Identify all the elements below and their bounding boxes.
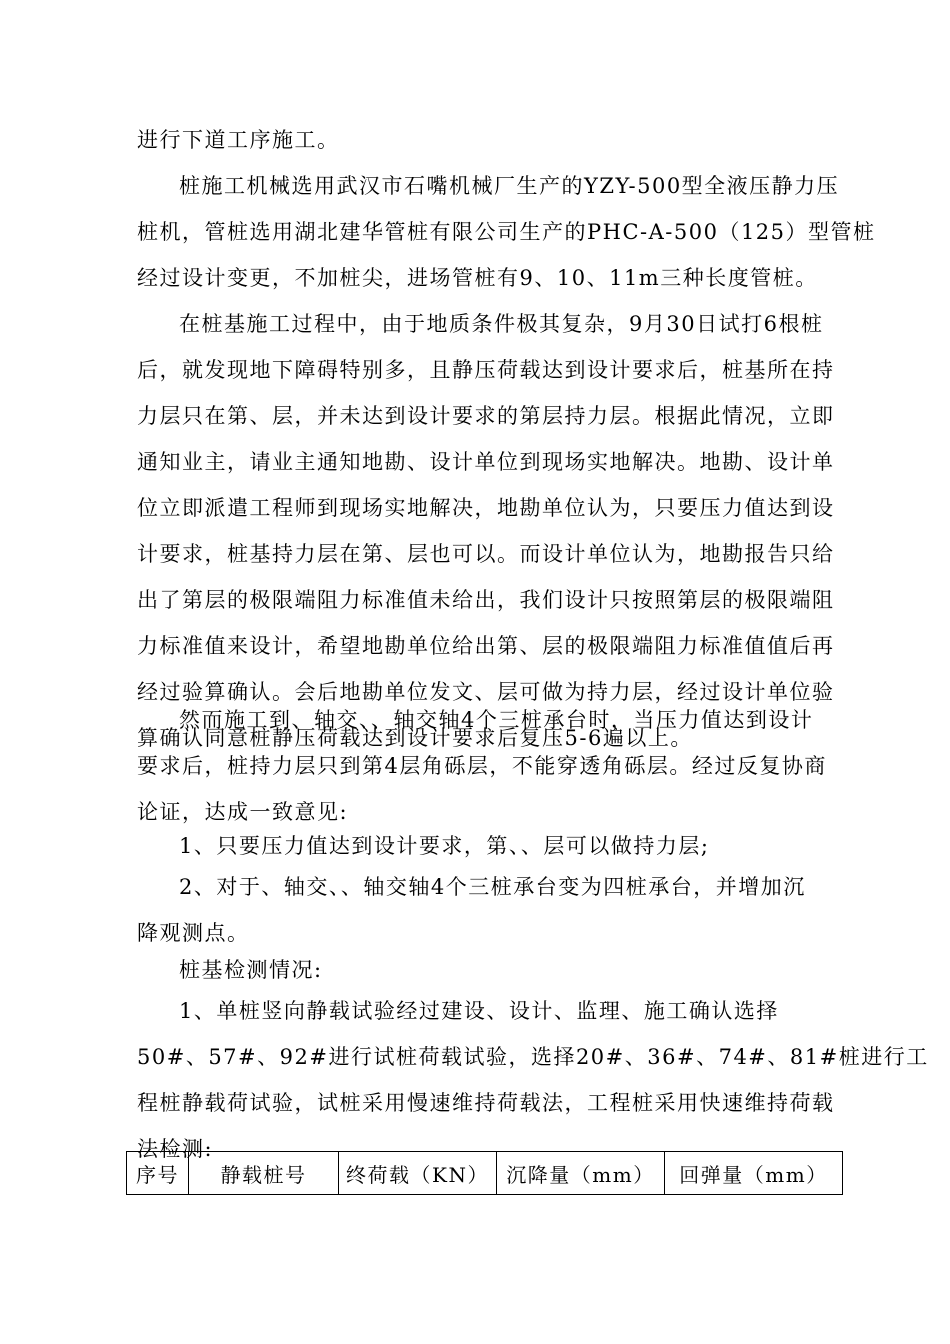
text-line: 法检测:: [137, 1137, 214, 1161]
table-header-row: [127, 1152, 843, 1195]
text-line: 50#、57#、92#进行试桩荷载试验，选择20#、36#、74#、81#桩进行工: [137, 1045, 929, 1069]
text-line: 1、单桩竖向静载试验经过建设、设计、监理、施工确认选择: [179, 999, 779, 1023]
text-line: 程桩静载荷试验，试桩采用慢速维持荷载法，工程桩采用快速维持荷载: [137, 1091, 835, 1115]
text-line: 进行下道工序施工。: [137, 128, 340, 152]
paragraph-6: [137, 864, 837, 956]
text-line: 论证，达成一致意见:: [137, 800, 349, 824]
text-line: 桩施工机械选用武汉市石嘴机械厂生产的YZY-500型全液压静力压: [179, 174, 840, 198]
text-line: 出了第层的极限端阻力标准值未给出，我们设计只按照第层的极限端阻: [137, 588, 835, 612]
text-line: 位立即派遣工程师到现场实地解决，地勘单位认为，只要压力值达到设: [137, 496, 835, 520]
text-line: 然而施工到、轴交、、轴交轴4个三桩承台时，当压力值达到设计: [179, 708, 814, 732]
text-line: 桩基检测情况:: [179, 958, 323, 982]
static-load-test-table: [126, 1151, 843, 1195]
text-line: 降观测点。: [137, 921, 250, 945]
col-header-rebound: 回弹量（mm）: [665, 1152, 843, 1195]
text-line: 1、只要压力值达到设计要求，第、、层可以做持力层;: [179, 834, 710, 858]
text-line: 经过验算确认。会后地勘单位发文、层可做为持力层，经过设计单位验: [137, 680, 835, 704]
text-line: 通知业主，请业主通知地勘、设计单位到现场实地解决。地勘、设计单: [137, 450, 835, 474]
col-header-settlement: 沉降量（mm）: [497, 1152, 665, 1195]
col-header-final-load: 终荷载（KN）: [339, 1152, 497, 1195]
paragraph-2: [137, 163, 876, 301]
text-line: 2、对于、轴交、、轴交轴4个三桩承台变为四桩承台，并增加沉: [179, 875, 806, 899]
text-line: 经过设计变更，不加桩尖，进场管桩有9、10、11m三种长度管桩。: [137, 266, 818, 290]
text-line: 力标准值来设计，希望地勘单位给出第、层的极限端阻力标准值值后再: [137, 634, 835, 658]
text-line: 要求后，桩持力层只到第4层角砾层，不能穿透角砾层。经过反复协商: [137, 754, 827, 778]
text-line: 算确认同意桩静压荷载达到设计要求后复压5-6遍以上。: [137, 726, 693, 750]
text-line: 在桩基施工过程中，由于地质条件极其复杂，9月30日试打6根桩: [179, 312, 824, 336]
paragraph-4: [137, 697, 837, 835]
col-header-serial-no: 序号: [127, 1152, 189, 1195]
paragraph-3: [137, 301, 837, 761]
col-header-pile-no: 静载桩号: [189, 1152, 339, 1195]
text-line: 力层只在第、层，并未达到设计要求的第层持力层。根据此情况，立即: [137, 404, 835, 428]
paragraph-1: [137, 117, 837, 163]
text-line: 桩机，管桩选用湖北建华管桩有限公司生产的PHC-A-500（125）型管桩: [137, 220, 876, 244]
text-line: 后，就发现地下障碍特别多，且静压荷载达到设计要求后，桩基所在持: [137, 358, 835, 382]
paragraph-8: [137, 988, 929, 1172]
paragraph-7: [137, 947, 837, 993]
paragraph-5: [137, 823, 837, 869]
text-line: 计要求，桩基持力层在第、层也可以。而设计单位认为，地勘报告只给: [137, 542, 835, 566]
